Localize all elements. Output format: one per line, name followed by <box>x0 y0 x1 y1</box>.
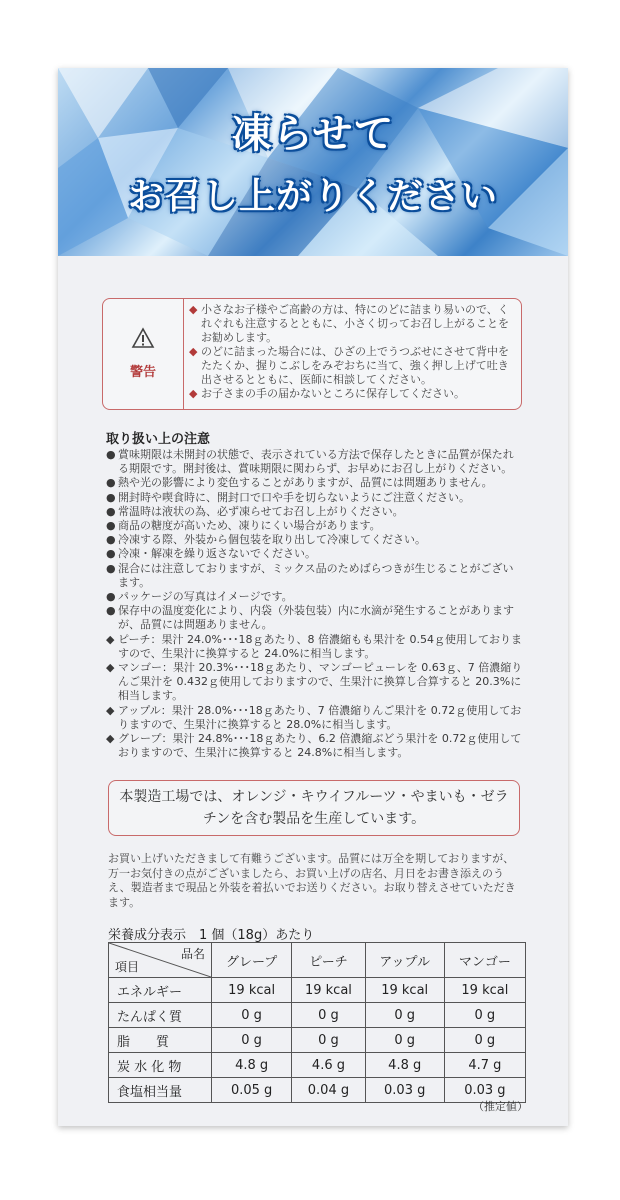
row-label: 食塩相当量 <box>109 1078 212 1103</box>
allergen-factory-notice: 本製造工場では、オレンジ・キウイフルーツ・やまいも・ゼラチンを含む製品を生産しています。 <box>108 780 520 836</box>
table-row <box>109 978 526 1003</box>
table-cell: 0 g <box>365 1028 444 1053</box>
warning-label-column <box>103 299 184 409</box>
table-cell: 0.05 g <box>212 1078 292 1103</box>
row-label: 脂 質 <box>109 1028 212 1053</box>
nutrition-table <box>108 942 526 1103</box>
header-item-label: 項目 <box>115 960 140 974</box>
table-cell: 0.03 g <box>365 1078 444 1103</box>
handling-item: ● 熱や光の影響により変色することがありますが、品質には問題ありません。 <box>106 476 493 490</box>
row-label: エネルギー <box>109 978 212 1003</box>
table-cell: 4.6 g <box>292 1053 365 1078</box>
nutrition-title: 栄養成分表示 1 個（18g）あたり <box>108 928 315 943</box>
warning-text <box>189 303 517 401</box>
juice-note-peach: ◆ ピーチ：果汁 24.0%･･･18ｇあたり、8 倍濃縮もも果汁を 0.54ｇ使用しておりますので、生果汁に換算すると 24.0%に相当します。 <box>106 632 522 660</box>
handling-item: ● 商品の糖度が高いため、凍りにくい場合があります。 <box>106 519 381 533</box>
table-header-row <box>109 943 526 978</box>
warning-label: 警告 <box>129 365 156 380</box>
table-row <box>109 1003 526 1028</box>
column-header: グレープ <box>212 943 292 978</box>
handling-item: ● パッケージの写真はイメージです。 <box>106 590 293 604</box>
diamond-bullet-icon: ◆ <box>189 345 198 358</box>
column-header: マンゴー <box>444 943 525 978</box>
table-cell: 19 kcal <box>212 978 292 1003</box>
banner-headline-line1: 凍らせて <box>231 111 395 157</box>
handling-item: ● 冷凍する際、外装から個包装を取り出して冷凍してください。 <box>106 533 426 547</box>
diamond-bullet-icon: ◆ <box>189 387 198 400</box>
column-header: アップル <box>365 943 444 978</box>
diamond-bullet-icon: ◆ <box>189 303 198 316</box>
purchase-notice: お買い上げいただきまして有難うございます。品質には万全を期しておりますが、万一お気付きの点がございましたら、お買い上げの店名、月日をお書き添えのうえ、製造者まで現品と外装を着払いでお送りください。お取り替えさせていただきます。 <box>108 852 516 909</box>
warning-triangle-icon <box>131 327 155 349</box>
handling-title: 取り扱い上の注意 <box>106 432 211 447</box>
table-cell: 4.8 g <box>365 1053 444 1078</box>
handling-list <box>106 448 524 760</box>
juice-note-mango: ◆ マンゴー：果汁 20.3%･･･18ｇあたり、マンゴーピューレを 0.63ｇ、7 倍濃縮りんご果汁を 0.432ｇ使用しておりますので、生果汁に換算し合算すると 20.3%に相当します。 <box>106 661 523 703</box>
handling-item: ● 常温時は液状の為、必ず凍らせてお召し上がりください。 <box>106 504 404 518</box>
table-cell: 0.03 g <box>444 1078 525 1103</box>
banner-headline-line2: お召し上がりください <box>127 176 498 217</box>
ice-crystal-pattern <box>58 68 568 256</box>
ice-banner <box>58 68 568 256</box>
header-corner-cell <box>109 943 212 978</box>
warning-item: ◆ お子さまの手の届かないところに保存してください。 <box>189 387 465 400</box>
table-cell: 19 kcal <box>444 978 525 1003</box>
table-cell: 0 g <box>212 1003 292 1028</box>
warning-item: ◆ のどに詰まった場合には、ひざの上でうつぶせにさせて背中をたたくか、握りこぶしをみぞおちに当て、強く押し上げて吐き出させるとともに、医師に相談してください。 <box>189 345 509 386</box>
handling-item: ● 開封時や喫食時に、開封口で口や手を切らないようにご注意ください。 <box>106 490 470 504</box>
table-cell: 19 kcal <box>365 978 444 1003</box>
header-product-label: 品名 <box>180 947 205 961</box>
table-cell: 0 g <box>444 1003 525 1028</box>
table-cell: 19 kcal <box>292 978 365 1003</box>
table-cell: 0 g <box>292 1003 365 1028</box>
table-cell: 4.8 g <box>212 1053 292 1078</box>
table-row <box>109 1028 526 1053</box>
table-row <box>109 1078 526 1103</box>
table-cell: 0 g <box>444 1028 525 1053</box>
table-cell: 0 g <box>292 1028 365 1053</box>
handling-item: ● 混合には注意しておりますが、ミックス品のためばらつきが生じることがございます。 <box>106 561 514 589</box>
estimate-note: （推定値） <box>473 1100 528 1113</box>
handling-item: ● 保存中の温度変化により、内袋（外装包装）内に水滴が発生することがありますが、品質には問題ありません。 <box>106 604 514 632</box>
warning-box <box>102 298 522 410</box>
row-label: 炭 水 化 物 <box>109 1053 212 1078</box>
handling-item: ● 冷凍・解凍を繰り返さないでください。 <box>106 547 316 561</box>
column-header: ピーチ <box>292 943 365 978</box>
table-row <box>109 1053 526 1078</box>
handling-item: ● 賞味期限は未開封の状態で、表示されている方法で保存したときに品質が保たれる期限です。開封後は、賞味期限に関わらず、お早めにお召し上がりください。 <box>106 448 514 476</box>
package-panel <box>58 68 568 1126</box>
table-cell: 0.04 g <box>292 1078 365 1103</box>
table-cell: 4.7 g <box>444 1053 525 1078</box>
juice-note-apple: ◆ アップル：果汁 28.0%･･･18ｇあたり、7 倍濃縮りんご果汁を 0.72ｇ使用しておりますので、生果汁に換算すると 28.0%に相当します。 <box>106 703 522 731</box>
table-cell: 0 g <box>212 1028 292 1053</box>
juice-note-grape: ◆ グレープ：果汁 24.8%･･･18ｇあたり、6.2 倍濃縮ぶどう果汁を 0.72ｇ使用しておりますので、生果汁に換算すると 24.8%に相当します。 <box>106 732 522 760</box>
warning-item: ◆ 小さなお子様やご高齢の方は、特にのどに詰まり易いので、くれぐれも注意するとともに、小さく切ってお召し上がることをお勧めします。 <box>189 303 509 344</box>
row-label: たんぱく質 <box>109 1003 212 1028</box>
table-cell: 0 g <box>365 1003 444 1028</box>
